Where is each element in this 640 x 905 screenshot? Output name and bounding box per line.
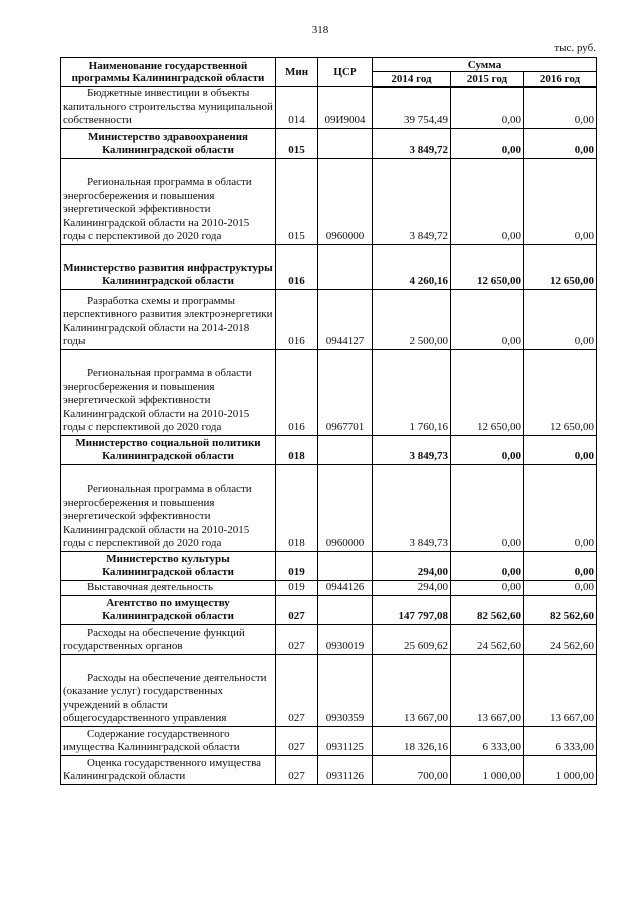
budget-table [60, 57, 597, 785]
units-label: тыс. руб. [554, 42, 596, 54]
table-row [61, 654, 597, 726]
row-2016-cell: 0,00 [524, 158, 597, 244]
row-2016-cell: 0,00 [524, 87, 597, 129]
header-csr: ЦСР [318, 58, 373, 87]
row-2015-cell: 0,00 [451, 128, 524, 158]
ministry-row [61, 595, 597, 624]
row-2015-cell: 0,00 [451, 580, 524, 595]
row-min-cell: 016 [276, 349, 318, 435]
table-row [61, 289, 597, 349]
row-2014-cell: 3 849,73 [373, 464, 451, 551]
row-csr-cell: 0944126 [318, 580, 373, 595]
row-min-cell: 019 [276, 551, 318, 580]
row-name-cell: Выставочная деятельность [61, 580, 276, 595]
header-sum: Сумма [373, 58, 597, 72]
row-name-cell: Министерство культуры Калининградской области [61, 551, 276, 580]
row-2014-cell: 3 849,73 [373, 435, 451, 464]
row-min-cell: 027 [276, 755, 318, 784]
header-year-2015: 2015 год [451, 72, 524, 87]
row-min-cell: 016 [276, 289, 318, 349]
table-row [61, 755, 597, 784]
row-2015-cell: 0,00 [451, 289, 524, 349]
row-min-cell: 019 [276, 580, 318, 595]
row-csr-cell: 0931125 [318, 726, 373, 755]
row-2015-cell: 0,00 [451, 158, 524, 244]
header-year-2014: 2014 год [373, 72, 451, 87]
row-name-cell: Расходы на обеспечение функций государственных органов [61, 624, 276, 654]
row-name-cell: Разработка схемы и программы перспективного развития электроэнергетики Калининградской области на 2014-2018 годы [61, 289, 276, 349]
row-2015-cell: 0,00 [451, 551, 524, 580]
row-2014-cell: 13 667,00 [373, 654, 451, 726]
table-row [61, 158, 597, 244]
table-row [61, 349, 597, 435]
ministry-row [61, 551, 597, 580]
row-csr-cell: 0967701 [318, 349, 373, 435]
row-2014-cell: 3 849,72 [373, 158, 451, 244]
row-name-cell: Расходы на обеспечение деятельности (оказание услуг) государственных учреждений в области общегосударственного управления [61, 654, 276, 726]
row-name-cell: Бюджетные инвестиции в объекты капитального строительства муниципальной собственности [61, 87, 276, 129]
row-2015-cell: 0,00 [451, 464, 524, 551]
row-name-cell: Оценка государственного имущества Калининградской области [61, 755, 276, 784]
row-2016-cell: 0,00 [524, 435, 597, 464]
row-name-cell: Министерство здравоохранения Калининградской области [61, 128, 276, 158]
row-min-cell: 027 [276, 624, 318, 654]
row-csr-cell: 0931126 [318, 755, 373, 784]
header-name: Наименование государственной программы Калининградской области [61, 58, 276, 87]
row-min-cell: 015 [276, 128, 318, 158]
page-number: 318 [311, 24, 329, 36]
row-2016-cell: 0,00 [524, 551, 597, 580]
row-2016-cell: 6 333,00 [524, 726, 597, 755]
ministry-row [61, 128, 597, 158]
row-name-cell: Региональная программа в области энергосбережения и повышения энергетической эффективности Калининградской области на 2010-2015 годы с перспективой до 2020 года [61, 464, 276, 551]
row-name-cell: Региональная программа в области энергосбережения и повышения энергетической эффективности Калининградской области на 2010-2015 годы с перспективой до 2020 года [61, 158, 276, 244]
row-csr-cell: 0930359 [318, 654, 373, 726]
row-csr-cell [318, 128, 373, 158]
row-2015-cell: 0,00 [451, 435, 524, 464]
row-2014-cell: 1 760,16 [373, 349, 451, 435]
row-csr-cell [318, 244, 373, 289]
row-2015-cell: 0,00 [451, 87, 524, 129]
row-2015-cell: 24 562,60 [451, 624, 524, 654]
row-csr-cell: 09И9004 [318, 87, 373, 129]
row-name-cell: Министерство социальной политики Калининградской области [61, 435, 276, 464]
row-csr-cell [318, 595, 373, 624]
row-csr-cell: 0960000 [318, 464, 373, 551]
row-2014-cell: 18 326,16 [373, 726, 451, 755]
table-row [61, 580, 597, 595]
row-min-cell: 027 [276, 654, 318, 726]
row-min-cell: 014 [276, 87, 318, 129]
row-2016-cell: 13 667,00 [524, 654, 597, 726]
row-min-cell: 018 [276, 464, 318, 551]
row-2016-cell: 0,00 [524, 580, 597, 595]
row-2015-cell: 13 667,00 [451, 654, 524, 726]
row-csr-cell: 0960000 [318, 158, 373, 244]
row-min-cell: 018 [276, 435, 318, 464]
row-2015-cell: 1 000,00 [451, 755, 524, 784]
row-2016-cell: 12 650,00 [524, 244, 597, 289]
row-2014-cell: 700,00 [373, 755, 451, 784]
header-year-2016: 2016 год [524, 72, 597, 87]
row-2014-cell: 2 500,00 [373, 289, 451, 349]
ministry-row [61, 244, 597, 289]
row-2016-cell: 0,00 [524, 128, 597, 158]
row-2016-cell: 0,00 [524, 289, 597, 349]
row-csr-cell [318, 435, 373, 464]
row-min-cell: 015 [276, 158, 318, 244]
row-2014-cell: 25 609,62 [373, 624, 451, 654]
row-2016-cell: 1 000,00 [524, 755, 597, 784]
row-2016-cell: 0,00 [524, 464, 597, 551]
row-2016-cell: 82 562,60 [524, 595, 597, 624]
row-2014-cell: 4 260,16 [373, 244, 451, 289]
row-csr-cell: 0944127 [318, 289, 373, 349]
row-csr-cell: 0930019 [318, 624, 373, 654]
row-2015-cell: 82 562,60 [451, 595, 524, 624]
row-2016-cell: 24 562,60 [524, 624, 597, 654]
row-name-cell: Содержание государственного имущества Калининградской области [61, 726, 276, 755]
row-2014-cell: 294,00 [373, 551, 451, 580]
row-2014-cell: 147 797,08 [373, 595, 451, 624]
table-body [61, 87, 597, 785]
table-row [61, 624, 597, 654]
row-2015-cell: 12 650,00 [451, 244, 524, 289]
row-name-cell: Агентство по имуществу Калининградской области [61, 595, 276, 624]
row-2015-cell: 6 333,00 [451, 726, 524, 755]
row-min-cell: 016 [276, 244, 318, 289]
row-min-cell: 027 [276, 726, 318, 755]
row-2014-cell: 294,00 [373, 580, 451, 595]
row-csr-cell [318, 551, 373, 580]
header-min: Мин [276, 58, 318, 87]
ministry-row [61, 435, 597, 464]
table-row [61, 726, 597, 755]
row-2016-cell: 12 650,00 [524, 349, 597, 435]
row-2014-cell: 3 849,72 [373, 128, 451, 158]
table-row [61, 87, 597, 129]
row-name-cell: Региональная программа в области энергосбережения и повышения энергетической эффективности Калининградской области на 2010-2015 годы с перспективой до 2020 года [61, 349, 276, 435]
row-name-cell: Министерство развития инфраструктуры Калининградской области [61, 244, 276, 289]
table-row [61, 464, 597, 551]
row-min-cell: 027 [276, 595, 318, 624]
row-2015-cell: 12 650,00 [451, 349, 524, 435]
row-2014-cell: 39 754,49 [373, 87, 451, 129]
